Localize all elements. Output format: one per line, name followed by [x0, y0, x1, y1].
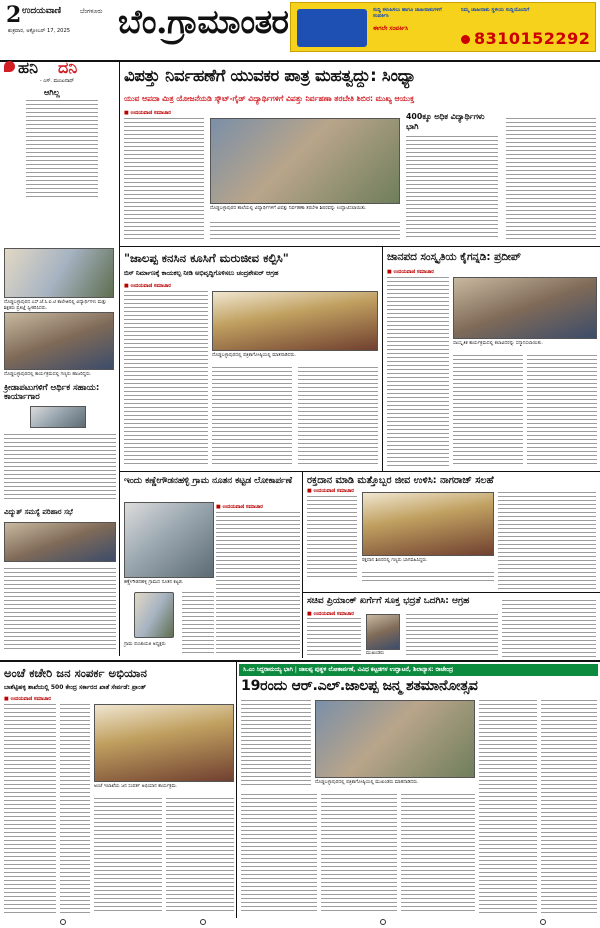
honey-photo-2-caption: ದೊಡ್ಡಬಳ್ಳಾಪುರದಲ್ಲಿ ಕಾರ್ಯಕ್ರಮದಲ್ಲಿ ಗಣ್ಯರು ಹಾಜರಿದ್ದರು. [4, 372, 92, 377]
lead-subheadline: ಯುವ ಆಪದಾ ಮಿತ್ರ ಯೋಜನೆಯಡಿ ಸ್ಕೌಟ್-ಗೈಡ್ ವಿದ್ಯಾರ್ಥಿಗಳಿಗೆ ವಿಪತ್ತು ನಿರ್ವಹಣಾ ತರಬೇತಿ ಶಿಬಿರ: ಮುಖ್ಯ ಆಯುಕ್ತ [124, 94, 415, 103]
centenary-headline: 19ರಂದು ಆರ್.ಎಲ್.ಜಾಲಪ್ಪ ಜನ್ಮ ಶತಮಾನೋತ್ಸವ [241, 678, 478, 694]
centenary-body-2 [479, 700, 537, 914]
advert-tagline-1: ಸುದ್ದಿ ಕಳುಹಿಸಲು ಹಾಗೂ ಜಾಹೀರಾತುಗಳಿಗೆ ಸಂಪರ್ಕಿಸಿ [373, 7, 442, 19]
lead-story [120, 62, 600, 246]
minister-headline: ಸಚಿವ ಪ್ರಿಯಾಂಕ್ ಖರ್ಗೆಗೆ ಸೂಕ್ತ ಭದ್ರತೆ ಒದಗಿಸಿ: ಆಗ್ರಹ [307, 596, 470, 606]
village-portrait [134, 592, 174, 638]
minister-portrait [366, 614, 400, 650]
village-headline: ಇಂದು ಕಣ್ಣೇಗೌಡನಹಳ್ಳಿ ಗ್ರಾಮ ನೂತನ ಕಟ್ಟಡ ಲೋಕಾರ್ಪಣೆ [124, 476, 292, 486]
village-photo-caption: ಕಣ್ಣೇಗೌಡನಹಳ್ಳಿ ಗ್ರಾಮದ ನೂತನ ಕಟ್ಟಡ. [124, 580, 184, 585]
blood-body-3 [362, 572, 494, 584]
minister-body-2 [406, 614, 498, 658]
post-office-body-1 [4, 704, 56, 914]
culture-photo [453, 277, 597, 339]
jalappa-body-3 [298, 367, 378, 467]
honey-title-a: ಹನಿ [18, 58, 38, 77]
blood-headline: ರಕ್ತದಾನ ಮಾಡಿ ಮತ್ತೊಬ್ಬರ ಜೀವ ಉಳಿಸಿ: ನಾಗರಾಜ್ ಸಲಹೆ [307, 475, 494, 486]
village-body-2 [182, 592, 214, 654]
centenary-body-5 [321, 794, 397, 914]
power-body [4, 568, 116, 652]
section-title: ಬೆಂ.ಗ್ರಾಮಾಂತರ [118, 2, 289, 41]
lead-body-col-2 [210, 222, 400, 242]
finance-photo [30, 406, 86, 428]
blood-byline: ■ ಉದಯವಾಣಿ ಸಮಾಚಾರ [307, 488, 354, 494]
lead-byline: ■ ಉದಯವಾಣಿ ಸಮಾಚಾರ [124, 110, 171, 116]
advert-tagline-3: ನಿಮ್ಮ ಜಾಹೀರಾತು ಸ್ಥಳೀಯ ಸುದ್ದಿಯೊಂದಿಗೆ [461, 7, 530, 13]
village-story [120, 472, 302, 658]
registration-mark-icon [60, 919, 66, 925]
power-subhead: ವಿದ್ಯುತ್ ಸಮಸ್ಯೆ ಪರಿಹಾರ ಸಭೆ [4, 508, 73, 516]
honey-photo-1 [4, 248, 114, 298]
masthead [0, 0, 600, 62]
honey-column [0, 58, 118, 656]
post-office-body-4 [166, 798, 234, 914]
jalappa-subheadline: ಬಿಸ್ ನಿರ್ಮಾಣಕ್ಕೆ ಕಾಯಕಲ್ಪ ನೀಡಿ ಅಭಿವೃದ್ಧಿಗೊಳಿಸಲು ಚಂದ್ರಶೇಖರ್ ಆಗ್ರಹ [124, 269, 279, 277]
flower-icon [4, 61, 15, 72]
paper-name: ಉದಯವಾಣಿ [22, 6, 62, 16]
centenary-strip: ಸಿ.ಎಂ ಸಿದ್ದರಾಮಯ್ಯ ಭಾಗಿ | ಜಾಲಪ್ಪ ಪುತ್ಥಳಿ ಲೋಕಾರ್ಪಣೆ, ವಿವಿಧ ಕಟ್ಟಡಗಳ ಉದ್ಘಾಟನೆ, ಶಿಲಾನ್ಯಾಸ: ರಾಜೇಂದ್ರ [239, 664, 598, 676]
honey-photo-2 [4, 312, 114, 370]
honey-title-b: ದನಿ [58, 58, 78, 77]
lead-box-body [406, 136, 498, 238]
finance-body [4, 434, 116, 502]
centenary-photo [315, 700, 475, 778]
culture-photo-caption: ಸಾಂಸ್ಕೃತಿಕ ಕಾರ್ಯಕ್ರಮದಲ್ಲಿ ಕಲಾವಿದರನ್ನು ಸನ್ಮಾನಿಸಲಾಯಿತು. [453, 341, 543, 346]
post-office-byline: ■ ಉದಯವಾಣಿ ಸಮಾಚಾರ [4, 696, 51, 702]
city-name: ಬೆಂಗಳೂರು [80, 8, 103, 15]
issue-date: ಶುಕ್ರವಾರ, ಅಕ್ಟೋಬರ್ 17, 2025 [8, 28, 71, 34]
blood-body-2 [498, 492, 596, 592]
phone-icon [461, 35, 470, 44]
culture-story [383, 247, 600, 471]
post-office-body-2 [60, 704, 90, 914]
jalappa-byline: ■ ಉದಯವಾಣಿ ಸಮಾಚಾರ [124, 283, 171, 289]
culture-byline: ■ ಉದಯವಾಣಿ ಸಮಾಚಾರ [387, 269, 434, 275]
village-body-1 [216, 512, 300, 654]
centenary-body-6 [401, 794, 475, 914]
honey-verse [26, 100, 98, 200]
village-byline: ■ ಉದಯವಾಣಿ ಸಮಾಚಾರ [216, 504, 263, 510]
jalappa-story [120, 247, 382, 471]
registration-mark-icon [200, 919, 206, 925]
minister-portrait-caption: ಮುಖಂಡರು [366, 651, 385, 656]
lead-body-col-3 [506, 118, 596, 240]
post-office-subheadline: ಬಾಶೆಟ್ಟಿಹಳ್ಳಿ ಶಾಖೆಯಲ್ಲಿ 500 ಕೇಂದ್ರ ಸರ್ಕಾರದ ಖಾತೆ ಸೇರ್ಪಡೆ: ಪ್ರಾಂತ್ [4, 684, 146, 691]
jalappa-body-2 [212, 367, 292, 467]
post-office-story [0, 662, 236, 918]
village-portrait-caption: ಗ್ರಾಮ ಪಂಚಾಯತಿ ಅಧ್ಯಕ್ಷರು [124, 642, 166, 647]
centenary-story [237, 662, 600, 918]
culture-body-1 [387, 277, 449, 467]
blood-photo [362, 492, 494, 556]
jalappa-headline: "ಜಾಲಪ್ಪ ಕನಸಿನ ಕೂಸಿಗೆ ಮರುಜೀವ ಕಲ್ಪಿಸಿ" [124, 251, 289, 265]
lead-box [406, 112, 498, 240]
advert-tagline-2: ಈಗಲೇ ಸಂಪರ್ಕಿಸಿ [373, 25, 409, 32]
registration-marks [0, 918, 600, 928]
jalappa-body-1 [124, 291, 208, 467]
lead-box-title: 400ಕ್ಕೂ ಅಧಿಕ ವಿದ್ಯಾರ್ಥಿಗಳು ಭಾಗಿ [406, 112, 485, 131]
power-photo [4, 522, 116, 562]
honey-author: - ಎಸ್. ಮಂಜುನಾಥ್ [40, 79, 74, 84]
centenary-body-1 [241, 700, 311, 788]
blood-photo-caption: ರಕ್ತದಾನ ಶಿಬಿರದಲ್ಲಿ ಗಣ್ಯರು ಭಾಗವಹಿಸಿದ್ದರು. [362, 558, 428, 563]
centenary-body-4 [241, 794, 317, 914]
honey-heading: ಆಗಿಲ್ಲ [44, 88, 60, 97]
culture-body-2 [453, 355, 523, 467]
centenary-photo-caption: ದೊಡ್ಡಬಳ್ಳಾಪುರದಲ್ಲಿ ಪತ್ರಿಕಾಗೋಷ್ಠಿಯಲ್ಲಿ ಮುಖಂಡರು ಮಾತನಾಡಿದರು. [315, 780, 419, 785]
header-advert [290, 2, 596, 52]
centenary-body-3 [541, 700, 597, 914]
lead-body-col-1 [124, 118, 204, 240]
honey-photo-1-caption: ದೊಡ್ಡಬಳ್ಳಾಪುರದ ಎಸ್‌.ಜೆ.ಸಿ.ಐ.ಟಿ ಕಾಲೇಜಿನಲ್ಲಿ ವಿದ್ಯಾರ್ಥಿಗಳು ಮತ್ತು ಶಿಕ್ಷಕರು ಪ್ರತಿಜ್ಞೆ ಸ್ವೀಕರಿಸಿದರು. [4, 300, 107, 311]
advert-banner-left [297, 9, 367, 47]
finance-headline: ಕ್ರೀಡಾಪಟುಗಳಿಗೆ ಆರ್ಥಿಕ ಸಹಾಯ: ಕಾರ್ಯಾಗಾರ [4, 383, 100, 403]
registration-mark-icon [380, 919, 386, 925]
advert-phone: 8310152292 [474, 29, 591, 48]
minister-body-3 [502, 600, 596, 658]
post-office-photo [94, 704, 234, 782]
page-number: 2 [6, 2, 22, 28]
post-office-photo-caption: ಅಂಚೆ ಇಲಾಖೆಯ ಜನ ಸಂಪರ್ಕ ಅಭಿಯಾನ ಕಾರ್ಯಕ್ರಮ. [94, 784, 178, 789]
minister-byline: ■ ಉದಯವಾಣಿ ಸಮಾಚಾರ [307, 611, 354, 617]
minister-body-1 [307, 618, 361, 658]
village-photo [124, 502, 214, 578]
minister-rule [303, 592, 600, 593]
culture-headline: ಜಾನಪದ ಸಂಸ್ಕೃತಿಯ ಕೈಗನ್ನಡಿ: ಪ್ರದೀಪ್ [387, 251, 521, 263]
post-office-body-3 [94, 798, 162, 914]
jalappa-photo [212, 291, 378, 351]
culture-body-3 [527, 355, 597, 467]
lead-photo [210, 118, 400, 204]
jalappa-photo-caption: ದೊಡ್ಡಬಳ್ಳಾಪುರದಲ್ಲಿ ಪತ್ರಿಕಾಗೋಷ್ಠಿಯಲ್ಲಿ ಮಾತನಾಡಿದರು. [212, 353, 297, 358]
post-office-headline: ಅಂಚೆ ಕಚೇರಿ ಜನ ಸಂಪರ್ಕ ಅಭಿಯಾನ [4, 666, 147, 680]
blood-body-1 [307, 496, 357, 580]
lead-headline: ವಿಪತ್ತು ನಿರ್ವಹಣೆಗೆ ಯುವಕರ ಪಾತ್ರ ಮಹತ್ವದ್ದು: ಸಿಂಧ್ಯಾ [124, 66, 417, 85]
registration-mark-icon [540, 919, 546, 925]
lead-photo-caption: ದೊಡ್ಡಬಳ್ಳಾಪುರದ ಶಾಲೆಯಲ್ಲಿ ವಿದ್ಯಾರ್ಥಿಗಳಿಗೆ ವಿಪತ್ತು ನಿರ್ವಹಣಾ ತರಬೇತಿ ಶಿಬಿರವನ್ನು ಉದ್ಘಾಟಿಸಲಾಯಿತು. [210, 206, 367, 211]
